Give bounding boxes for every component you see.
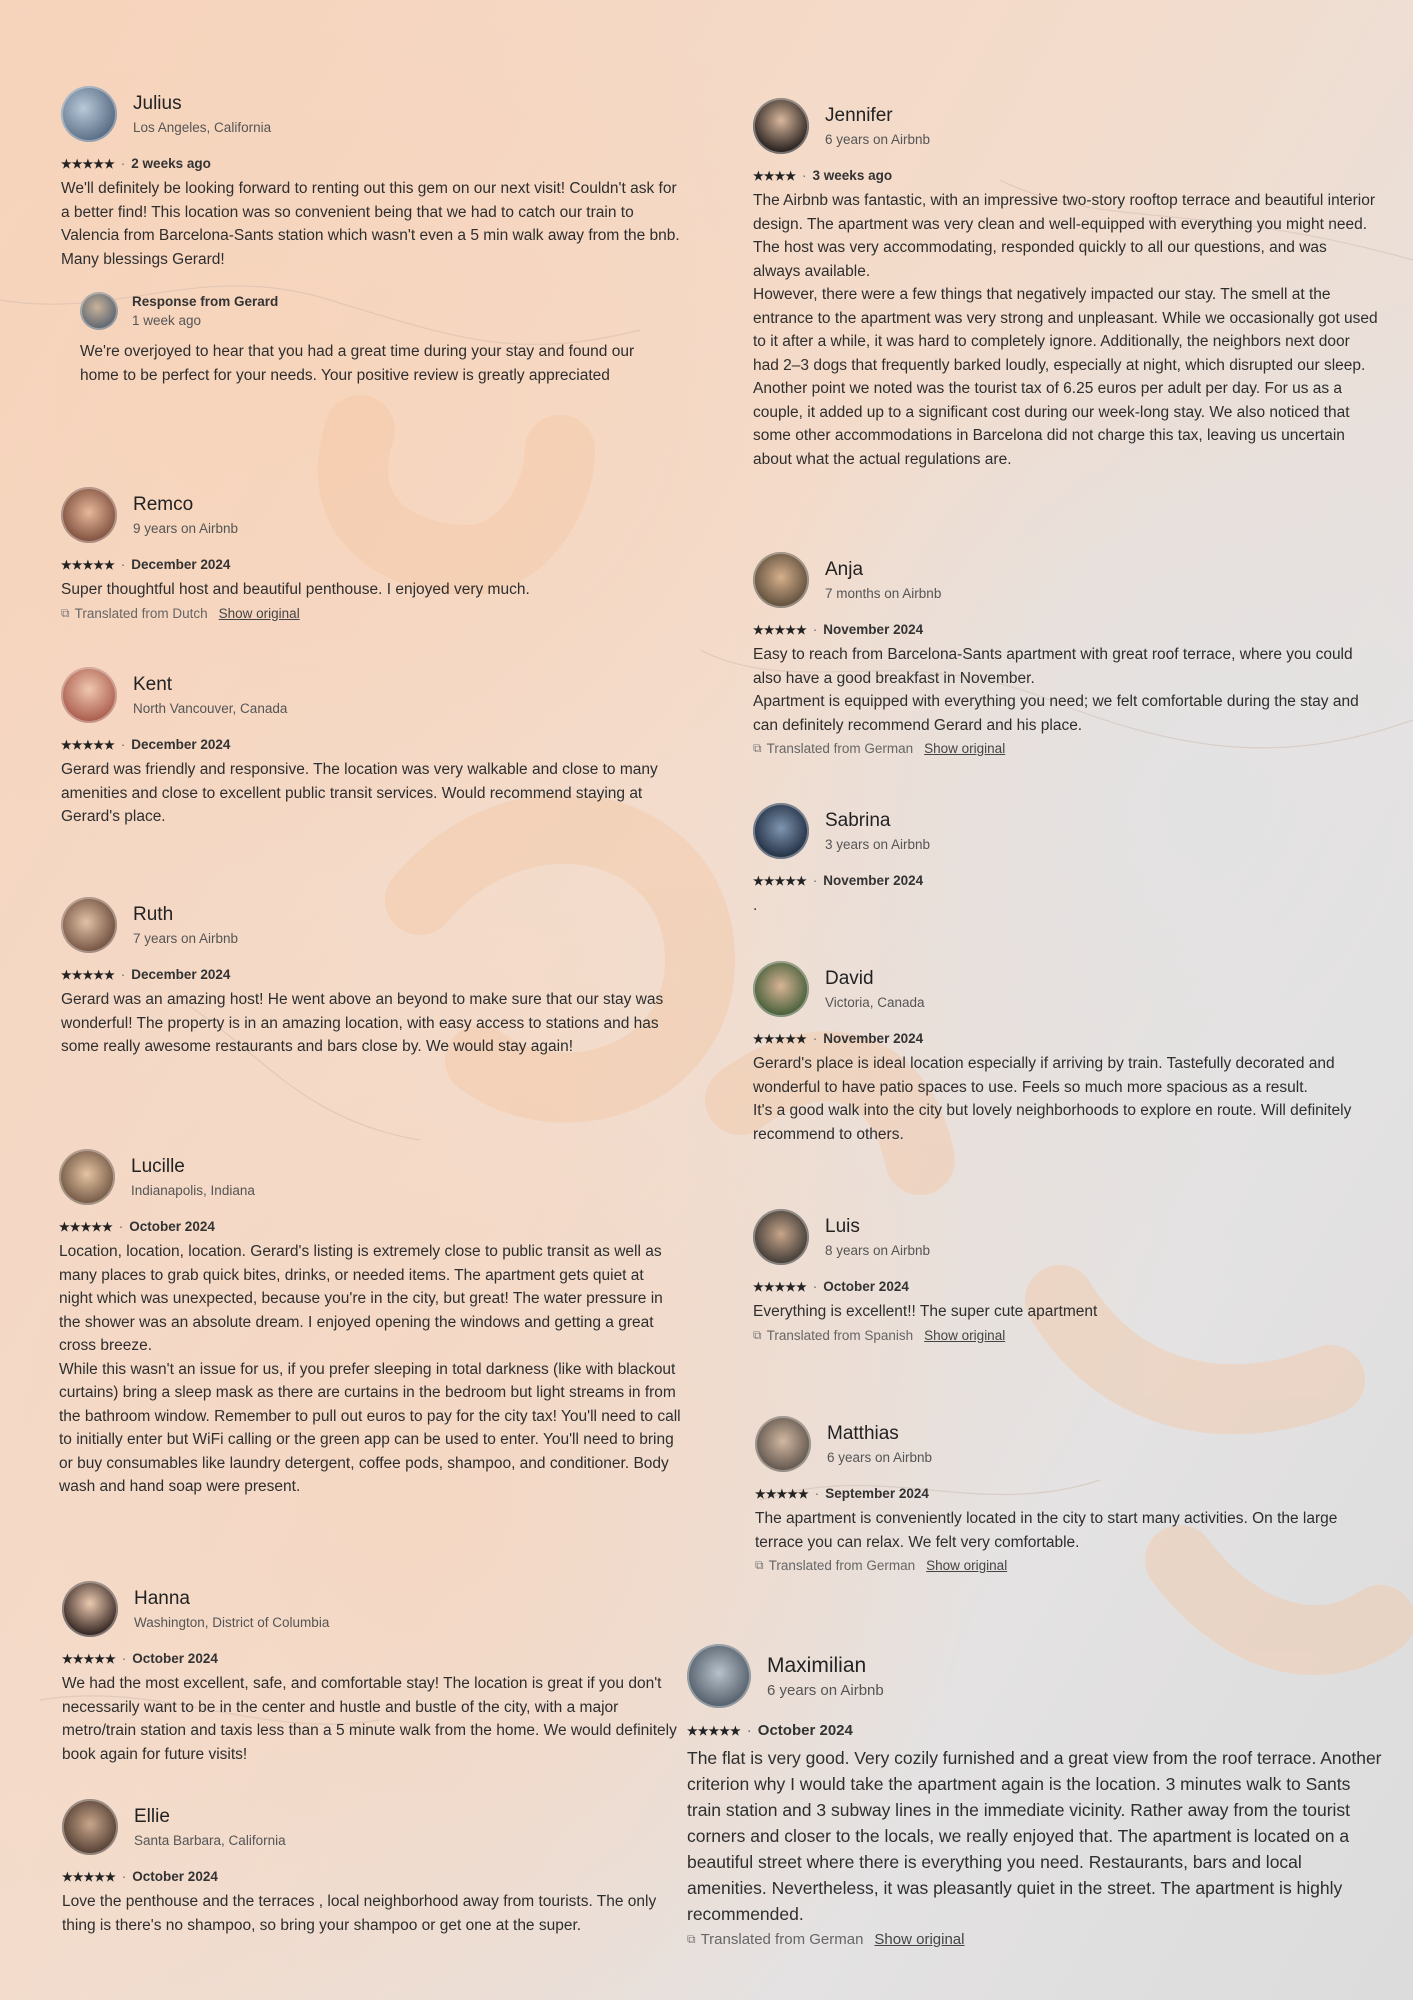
star-rating-icon: ★★★★★ bbox=[753, 873, 807, 888]
reviewer-name[interactable]: Kent bbox=[133, 674, 173, 696]
translate-icon: ⧉ bbox=[753, 741, 762, 755]
translated-from: Translated from German bbox=[766, 741, 914, 756]
star-rating-icon: ★★★★★ bbox=[61, 557, 115, 572]
response-text: We're overjoyed to hear that you had a great time during your stay and found our home to be perfect for your needs. Your positive review is greatly appreciated bbox=[80, 343, 635, 384]
review-text: Love the penthouse and the terraces , local neighborhood away from tourists. The only thing is there's no shampoo, so bring your shampoo or get one at the super. bbox=[62, 1893, 657, 1934]
reviewer-name[interactable]: Remco bbox=[133, 494, 194, 516]
translated-from: Translated from German bbox=[700, 1931, 864, 1948]
avatar[interactable] bbox=[753, 961, 809, 1017]
rating-row: ★★★★★ · October 2024 bbox=[753, 1279, 909, 1294]
rating-row: ★★★★ · 3 weeks ago bbox=[753, 168, 893, 183]
show-original-link[interactable]: Show original bbox=[218, 605, 300, 621]
response-date: 1 week ago bbox=[132, 313, 202, 329]
reviewer-subtitle: 7 years on Airbnb bbox=[133, 930, 239, 946]
review-luis bbox=[753, 1209, 1378, 1343]
rating-row: ★★★★★ · October 2024 bbox=[59, 1219, 215, 1234]
review-date: October 2024 bbox=[757, 1722, 853, 1739]
review-date: October 2024 bbox=[129, 1219, 215, 1234]
review-matthias bbox=[755, 1416, 1380, 1573]
avatar[interactable] bbox=[62, 1581, 118, 1637]
rating-row: ★★★★★ · September 2024 bbox=[755, 1486, 929, 1501]
review-text: We'll definitely be looking forward to renting out this gem on our next visit! Couldn't ask for a better find! This location was so convenient being that we had to catch our train to Valencia from Barcelona-Sants station which wasn't even a 5 min walk away from the bnb. Many blessings Gerard! bbox=[61, 180, 680, 268]
star-rating-icon: ★★★★★ bbox=[687, 1723, 741, 1738]
star-rating-icon: ★★★★★ bbox=[61, 737, 115, 752]
review-text: Easy to reach from Barcelona-Sants apartment with great roof terrace, where you could also have a good breakfast in November. Apartment is equipped with everything you need; we felt comfortable during the stay and can definitely recommend Gerard and his place. bbox=[753, 646, 1359, 734]
review-text: Everything is excellent!! The super cute apartment bbox=[753, 1303, 1098, 1320]
reviewer-subtitle: 6 years on Airbnb bbox=[827, 1449, 933, 1465]
rating-row: ★★★★★ · November 2024 bbox=[753, 1031, 924, 1046]
rating-row: ★★★★★ · November 2024 bbox=[753, 622, 924, 637]
review-text: We had the most excellent, safe, and comfortable stay! The location is great if you don't necessarily want to be in the center and hustle and bustle of the city, with a major metro/train station and taxis less than a 5 minute walk from the home. We would definitely book again for future visits! bbox=[62, 1675, 677, 1763]
review-date: October 2024 bbox=[132, 1651, 218, 1666]
reviewer-subtitle: 6 years on Airbnb bbox=[825, 131, 931, 147]
rating-row: ★★★★★ · December 2024 bbox=[61, 557, 231, 572]
reviewer-name[interactable]: Maximilian bbox=[767, 1653, 867, 1677]
reviewer-subtitle: Indianapolis, Indiana bbox=[131, 1182, 255, 1198]
translation-note bbox=[753, 1328, 1378, 1343]
reviewer-name[interactable]: Julius bbox=[133, 93, 182, 115]
avatar[interactable] bbox=[61, 897, 117, 953]
reviewer-subtitle: 8 years on Airbnb bbox=[825, 1242, 931, 1258]
rating-row: ★★★★★ · October 2024 bbox=[687, 1722, 853, 1739]
rating-row: ★★★★★ · November 2024 bbox=[753, 873, 924, 888]
reviewer-subtitle: Victoria, Canada bbox=[825, 994, 925, 1010]
review-ruth bbox=[61, 897, 681, 1059]
reviewer-name[interactable]: Jennifer bbox=[825, 105, 893, 127]
reviewer-name[interactable]: Anja bbox=[825, 559, 864, 581]
review-date: September 2024 bbox=[825, 1486, 929, 1501]
avatar[interactable] bbox=[59, 1149, 115, 1205]
reviewer-name[interactable]: Luis bbox=[825, 1216, 860, 1238]
review-date: December 2024 bbox=[131, 967, 231, 982]
review-anja bbox=[753, 552, 1378, 756]
star-rating-icon: ★★★★★ bbox=[753, 1279, 807, 1294]
review-text: Location, location, location. Gerard's listing is extremely close to public transit as well as many places to grab quick bites, drinks, or needed items. The apartment gets quiet at night which was unexpected, because you're in the city, but great! The water pressure in the shower was an absolute dream. I enjoyed opening the windows and getting a great cross breeze. While this wasn't an issue for us, if you prefer sleeping in total darkness (like with blackout curtains) bring a sleep mask as there are curtains in the bedroom but light streams in from the bathroom window. Remember to pull out euros to pay for the city tax! You'll need to call to initially enter but WiFi calling or the green app can be used to enter. You'll need to bring or buy consumables like laundry detergent, coffee pods, shampoo, and conditioner. Body wash and hand soap were present. bbox=[59, 1243, 681, 1495]
avatar[interactable] bbox=[61, 86, 117, 142]
star-rating-icon: ★★★★★ bbox=[753, 1031, 807, 1046]
translate-icon: ⧉ bbox=[687, 1932, 696, 1946]
translated-from: Translated from Dutch bbox=[74, 605, 208, 621]
reviewer-subtitle: 6 years on Airbnb bbox=[767, 1682, 884, 1700]
reviewer-subtitle: North Vancouver, Canada bbox=[133, 700, 288, 716]
avatar[interactable] bbox=[753, 98, 809, 154]
host-avatar[interactable] bbox=[80, 292, 118, 330]
reviewer-subtitle: Santa Barbara, California bbox=[134, 1832, 286, 1848]
review-jennifer bbox=[753, 98, 1378, 471]
star-rating-icon: ★★★★★ bbox=[61, 967, 115, 982]
review-text: Super thoughtful host and beautiful penthouse. I enjoyed very much. bbox=[61, 581, 530, 598]
reviewer-subtitle: Los Angeles, California bbox=[133, 119, 272, 135]
review-text: Gerard's place is ideal location especially if arriving by train. Tastefully decorated and wonderful to have patio spaces to use. Feels so much more spacious as a result. It's a good walk into the city but lovely neighborhoods to explore en route. Will definitely recommend to others. bbox=[753, 1055, 1352, 1143]
review-maximilian bbox=[687, 1644, 1385, 1948]
translation-note bbox=[61, 606, 681, 621]
star-rating-icon: ★★★★★ bbox=[755, 1486, 809, 1501]
review-remco bbox=[61, 487, 681, 621]
review-hanna bbox=[62, 1581, 682, 1766]
star-rating-icon: ★★★★★ bbox=[753, 622, 807, 637]
translation-note bbox=[687, 1931, 1385, 1948]
reviewer-name[interactable]: Lucille bbox=[131, 1156, 185, 1178]
review-david bbox=[753, 961, 1378, 1146]
review-ellie bbox=[62, 1799, 682, 1937]
review-date: October 2024 bbox=[823, 1279, 909, 1294]
review-sabrina bbox=[753, 803, 1378, 918]
star-rating-icon: ★★★★ bbox=[753, 168, 797, 183]
review-date: 2 weeks ago bbox=[131, 156, 211, 171]
reviewer-name[interactable]: Hanna bbox=[134, 1588, 190, 1610]
review-date: November 2024 bbox=[823, 1031, 924, 1046]
translation-note bbox=[753, 741, 1378, 756]
translate-icon: ⧉ bbox=[753, 1327, 762, 1342]
avatar[interactable] bbox=[61, 667, 117, 723]
review-date: October 2024 bbox=[132, 1869, 218, 1884]
reviewer-name[interactable]: David bbox=[825, 968, 874, 990]
reviewer-subtitle: 7 months on Airbnb bbox=[825, 585, 942, 601]
translate-icon: ⧉ bbox=[61, 605, 70, 620]
rating-row: ★★★★★ · December 2024 bbox=[61, 737, 231, 752]
review-text: . bbox=[753, 897, 758, 914]
reviewer-name[interactable]: Ellie bbox=[134, 1806, 170, 1828]
translated-from: Translated from German bbox=[768, 1558, 916, 1573]
star-rating-icon: ★★★★★ bbox=[59, 1219, 113, 1234]
rating-row: ★★★★★ · December 2024 bbox=[61, 967, 231, 982]
reviewer-subtitle: Washington, District of Columbia bbox=[134, 1614, 330, 1630]
avatar[interactable] bbox=[753, 552, 809, 608]
show-original-link[interactable]: Show original bbox=[924, 1327, 1006, 1343]
response-title: Response from Gerard bbox=[132, 293, 279, 309]
show-original-link[interactable]: Show original bbox=[924, 741, 1006, 756]
review-date: December 2024 bbox=[131, 737, 231, 752]
star-rating-icon: ★★★★★ bbox=[62, 1651, 116, 1666]
star-rating-icon: ★★★★★ bbox=[61, 156, 115, 171]
show-original-link[interactable]: Show original bbox=[874, 1931, 965, 1948]
review-date: 3 weeks ago bbox=[812, 168, 893, 183]
review-text: Gerard was friendly and responsive. The location was very walkable and close to many amenities and close to excellent public transit services. Would recommend staying at Gerard's place. bbox=[61, 761, 658, 825]
rating-row: ★★★★★ · October 2024 bbox=[62, 1869, 218, 1884]
rating-row: ★★★★★ · October 2024 bbox=[62, 1651, 218, 1666]
review-date: December 2024 bbox=[131, 557, 231, 572]
avatar[interactable] bbox=[61, 487, 117, 543]
reviewer-name[interactable]: Sabrina bbox=[825, 810, 891, 832]
review-date: November 2024 bbox=[823, 873, 924, 888]
avatar[interactable] bbox=[687, 1644, 751, 1708]
avatar[interactable] bbox=[753, 1209, 809, 1265]
show-original-link[interactable]: Show original bbox=[926, 1558, 1008, 1573]
review-text: The Airbnb was fantastic, with an impressive two-story rooftop terrace and beautiful interior design. The apartment was very clean and well-equipped with everything you might need. The host was very accommodating, responded quickly to all our questions, and was always available. However, there were a few things that negatively impacted our stay. The smell at the entrance to the apartment was very strong and unpleasant. While we occasionally got used to it after a while, it was hard to completely ignore. Additionally, the neighbors next door had 2–3 dogs that frequently barked loudly, especially at night, which disrupted our sleep. Another point we noted was the tourist tax of 6.25 euros per adult per day. For us as a couple, it added up to a significant cost during our week-long stay. We also noticed that some other accommodations in Barcelona did not charge this tax, leaving us uncertain about what the actual regulations are. bbox=[753, 192, 1378, 468]
review-text: Gerard was an amazing host! He went above an beyond to make sure that our stay was wonderful! The property is in an amazing location, with easy access to stations and has some really awesome restaurants and bars close by. We would stay again! bbox=[61, 991, 664, 1055]
avatar[interactable] bbox=[755, 1416, 811, 1472]
review-text: The flat is very good. Very cozily furnished and a great view from the roof terrace. Another criterion why I would take the apartment again is the location. 3 minutes walk to Sants train station and 3 subway lines in the immediate vicinity. Rather away from the tourist corners and closer to the locals, we really enjoyed that. The apartment is located on a beautiful street where there is everything you need. Restaurants, bars and local amenities. Nevertheless, it was pleasantly quiet in the street. The apartment is highly recommended. bbox=[687, 1748, 1382, 1924]
avatar[interactable] bbox=[753, 803, 809, 859]
star-rating-icon: ★★★★★ bbox=[62, 1869, 116, 1884]
translate-icon: ⧉ bbox=[755, 1558, 764, 1572]
review-julius bbox=[61, 86, 681, 271]
review-kent bbox=[61, 667, 681, 829]
reviewer-subtitle: 3 years on Airbnb bbox=[825, 836, 931, 852]
translated-from: Translated from Spanish bbox=[766, 1327, 914, 1343]
review-date: November 2024 bbox=[823, 622, 924, 637]
rating-row: ★★★★★ · 2 weeks ago bbox=[61, 156, 211, 171]
reviewer-name[interactable]: Matthias bbox=[827, 1423, 899, 1445]
reviewer-subtitle: 9 years on Airbnb bbox=[133, 520, 239, 536]
review-text: The apartment is conveniently located in the city to start many activities. On the large terrace you can relax. We felt very comfortable. bbox=[755, 1510, 1338, 1551]
reviewer-name[interactable]: Ruth bbox=[133, 904, 174, 926]
host-response bbox=[80, 292, 660, 387]
avatar[interactable] bbox=[62, 1799, 118, 1855]
translation-note bbox=[755, 1558, 1380, 1573]
review-lucille bbox=[59, 1149, 681, 1499]
